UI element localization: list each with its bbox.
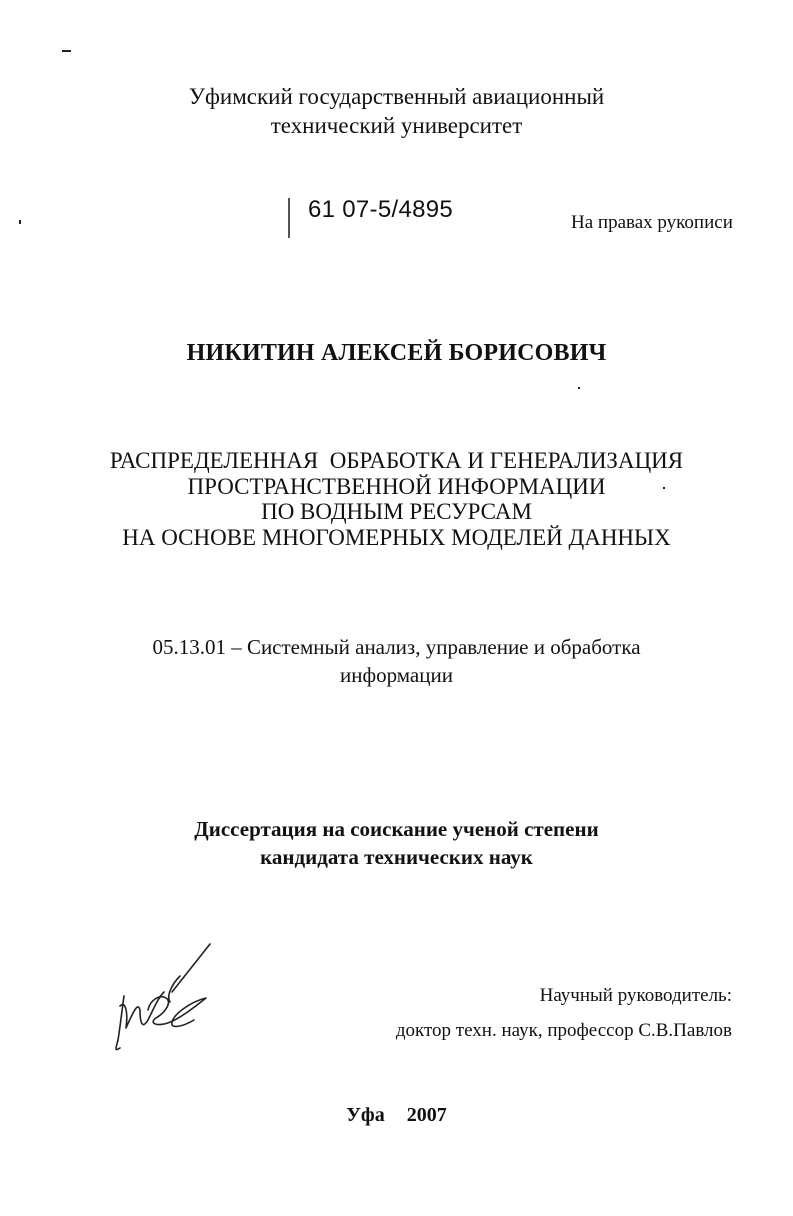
specialty-line-1: 05.13.01 – Системный анализ, управление и обработка [152,635,641,659]
university-line-2: технический университет [270,113,523,138]
specialty-code [0,633,793,689]
thesis-title [0,448,793,550]
title-line-4: НА ОСНОВЕ МНОГОМЕРНЫХ МОДЕЛЕЙ ДАННЫХ [122,524,671,550]
university-name [0,82,793,140]
degree-line-2: кандидата технических наук [260,845,533,869]
handwritten-signature [110,940,220,1055]
supervisor-name: доктор техн. наук, профессор С.В.Павлов [395,1020,732,1041]
degree-statement [0,815,793,871]
scan-speck [19,220,21,224]
specialty-line-2: информации [340,663,453,687]
degree-line-1: Диссертация на соискание ученой степени [194,817,599,841]
title-line-3: ПО ВОДНЫМ РЕСУРСАМ [261,499,532,524]
author-name: НИКИТИН АЛЕКСЕЙ БОРИСОВИЧ [186,340,607,366]
library-stamp-code: 61 07-5/4895 [308,196,454,223]
scan-speck [62,50,71,52]
scan-speck [578,387,580,389]
supervisor-label: Научный руководитель: [539,985,732,1006]
stamp-bar [288,198,290,238]
title-line-2: ПРОСТРАНСТВЕННОЙ ИНФОРМАЦИИ [187,473,606,499]
university-line-1: Уфимский государственный авиационный [188,84,605,109]
manuscript-note: На правах рукописи [571,212,733,233]
city-year: Уфа 2007 [346,1104,447,1126]
title-line-1: РАСПРЕДЕЛЕННАЯ ОБРАБОТКА И ГЕНЕРАЛИЗАЦИЯ [109,448,684,473]
